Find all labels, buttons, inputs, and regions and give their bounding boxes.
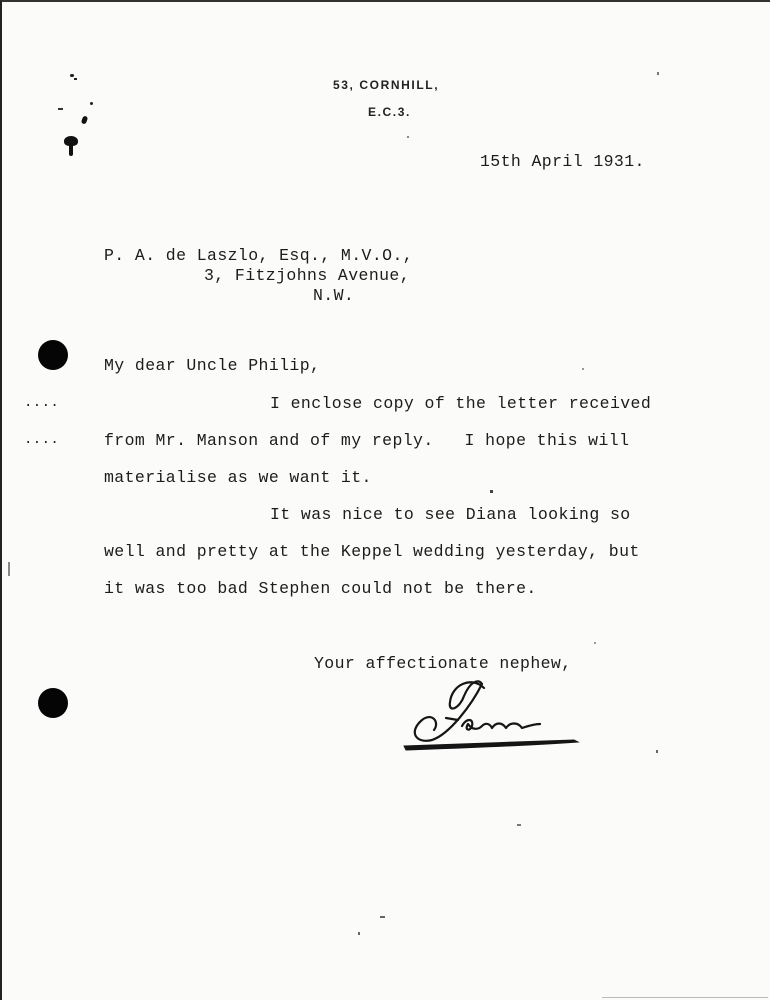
body-p2-line2: well and pretty at the Keppel wedding yesterday, but xyxy=(104,542,640,561)
signature-stroke xyxy=(415,681,540,740)
body-p2-line3: it was too bad Stephen could not be there. xyxy=(104,579,537,598)
scan-speck xyxy=(407,136,409,138)
recipient-line1: P. A. de Laszlo, Esq., M.V.O., xyxy=(104,246,414,265)
margin-dots: .... xyxy=(24,395,60,411)
punch-hole xyxy=(38,340,68,370)
letter-date: 15th April 1931. xyxy=(480,152,645,171)
ink-speck xyxy=(70,74,74,77)
recipient-line3: N.W. xyxy=(313,286,355,305)
scan-speck xyxy=(380,916,385,918)
scan-speck xyxy=(657,72,659,75)
scan-speck xyxy=(8,562,10,576)
margin-dots: .... xyxy=(24,432,60,448)
ink-blot xyxy=(69,144,73,156)
recipient-line2: 3, Fitzjohns Avenue, xyxy=(204,266,411,285)
closing: Your affectionate nephew, xyxy=(314,654,572,673)
ink-speck xyxy=(90,102,93,105)
scan-speck xyxy=(656,750,658,753)
scan-speck xyxy=(490,490,493,493)
salutation: My dear Uncle Philip, xyxy=(104,356,321,375)
body-p1-line2: from Mr. Manson and of my reply. I hope this will xyxy=(104,431,630,450)
scan-edge-line xyxy=(602,997,768,998)
punch-hole xyxy=(38,688,68,718)
scan-speck xyxy=(358,932,360,935)
body-p1-line3: materialise as we want it. xyxy=(104,468,372,487)
scan-speck xyxy=(582,368,584,370)
scan-speck xyxy=(594,642,596,644)
ink-speck xyxy=(58,108,63,110)
scan-speck xyxy=(517,824,521,826)
body-p1-line1: I enclose copy of the letter received xyxy=(270,394,652,413)
letterhead-address-line2: E.C.3. xyxy=(368,105,411,119)
signature xyxy=(402,674,582,764)
body-p2-line1: It was nice to see Diana looking so xyxy=(270,505,631,524)
ink-speck xyxy=(81,115,88,124)
ink-speck xyxy=(74,78,77,80)
letterhead-address-line1: 53, CORNHILL, xyxy=(333,78,440,92)
